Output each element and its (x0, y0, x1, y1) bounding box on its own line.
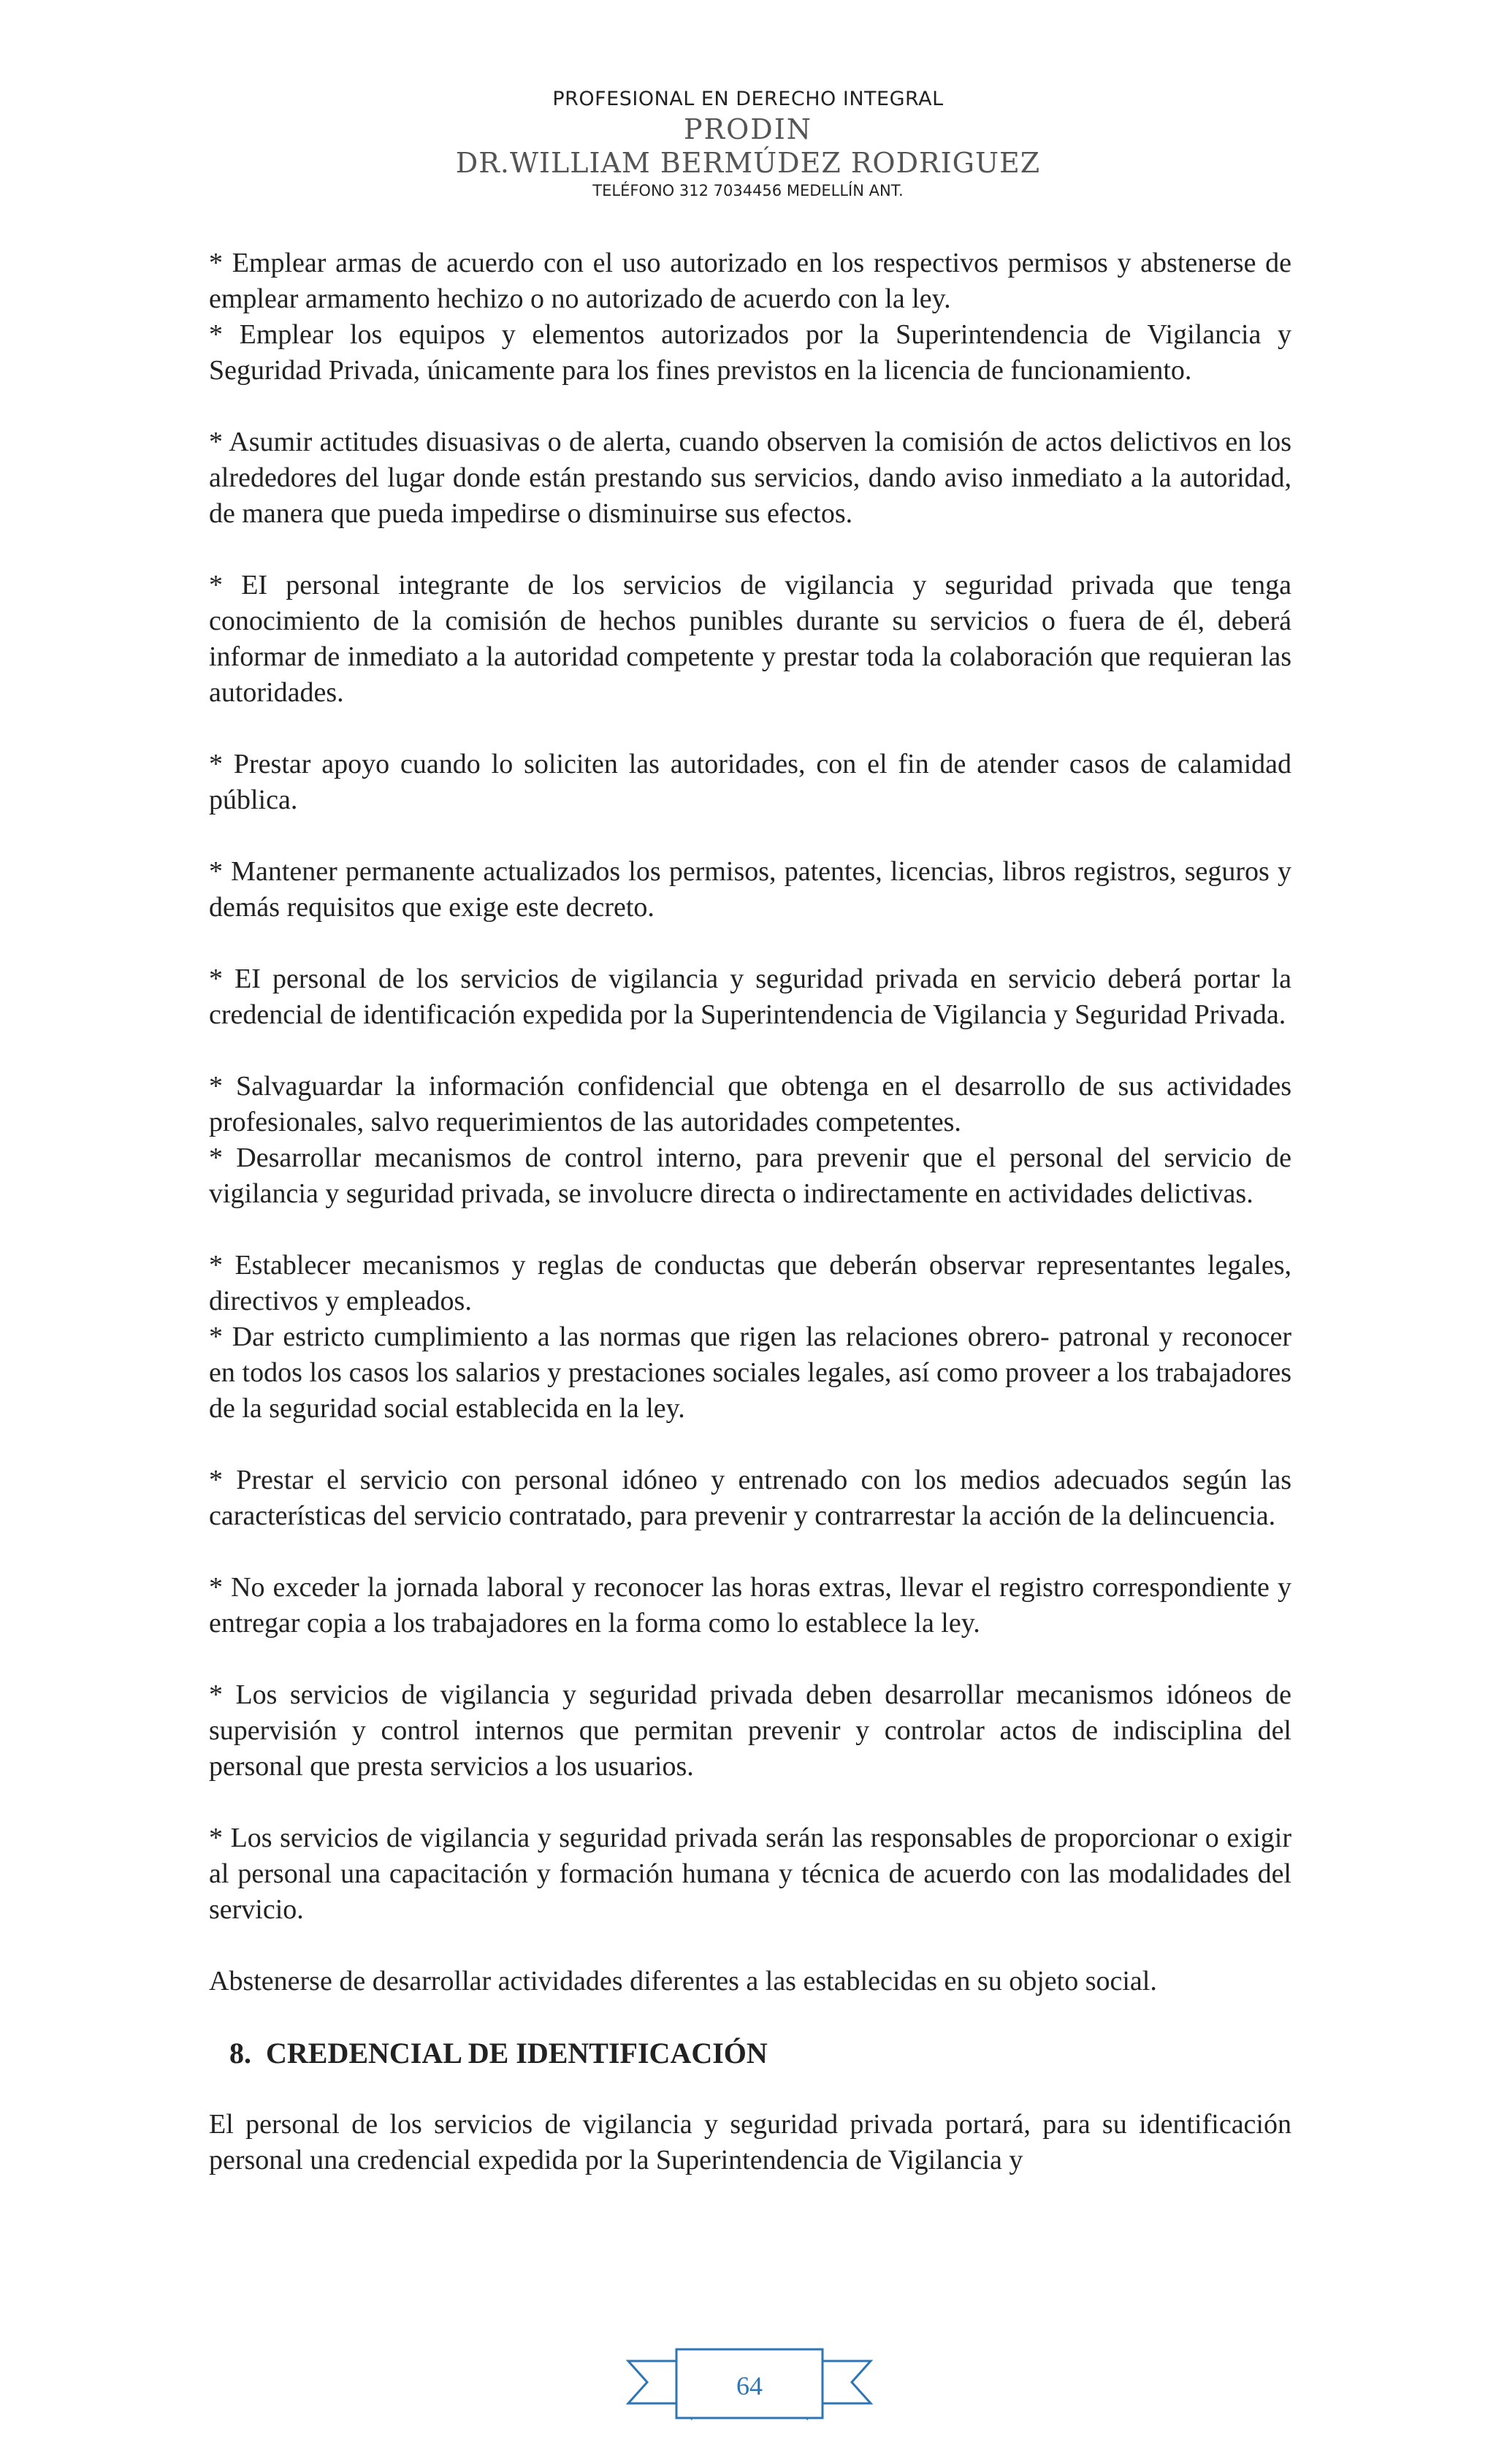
header-attorney-name: DR.WILLIAM BERMÚDEZ RODRIGUEZ (455, 147, 1041, 179)
header-contact: TELÉFONO 312 7034456 MEDELLÍN ANT. (592, 182, 904, 199)
page-body (209, 245, 1291, 2178)
paragraph: * Dar estricto cumplimiento a las normas que rigen las relaciones obrero- patronal y reconocer en todos los casos los salarios y prestaciones sociales legales, así como proveer a los trabajadores de la seguridad social establecida en la ley. (209, 1321, 1291, 1424)
section-heading (229, 2035, 1291, 2071)
paragraph: * EI personal integrante de los servicios de vigilancia y seguridad privada que tenga conocimiento de la comisión de hechos punibles durante su servicios o fuera de él, deberá informar de inmediato a la autoridad competente y prestar toda la colaboración que requieran las autoridades. (209, 570, 1291, 708)
paragraph: * Los servicios de vigilancia y seguridad privada serán las responsables de proporcionar o exigir al personal una capacitación y formación humana y técnica de acuerdo con las modalidades del servicio. (209, 1823, 1291, 1925)
page-number: 64 (736, 2371, 763, 2400)
paragraph: * Prestar apoyo cuando lo soliciten las autoridades, con el fin de atender casos de calamidad pública. (209, 749, 1291, 815)
header-firm-name: PROFESIONAL EN DERECHO INTEGRAL (552, 88, 944, 110)
paragraph: * EI personal de los servicios de vigilancia y seguridad privada en servicio deberá portar la credencial de identificación expedida por la Superintendencia de Vigilancia y Seguridad Privada. (209, 964, 1291, 1030)
section-paragraph: El personal de los servicios de vigilancia y seguridad privada portará, para su identificación personal una credencial expedida por la Superintendencia de Vigilancia y (209, 2109, 1291, 2175)
paragraph: * Salvaguardar la información confidencial que obtenga en el desarrollo de sus actividades profesionales, salvo requerimientos de las autoridades competentes. (209, 1071, 1291, 1137)
paragraph: * Establecer mecanismos y reglas de conductas que deberán observar representantes legales, directivos y empleados. (209, 1250, 1291, 1316)
paragraph: Abstenerse de desarrollar actividades diferentes a las establecidas en su objeto social. (209, 1966, 1157, 1996)
paragraph: * No exceder la jornada laboral y reconocer las horas extras, llevar el registro correspondiente y entregar copia a los trabajadores en la forma como lo establece la ley. (209, 1572, 1291, 1639)
paragraph: * Emplear armas de acuerdo con el uso autorizado en los respectivos permisos y abstenerse de emplear armamento hechizo o no autorizado de acuerdo con la ley. (209, 248, 1291, 314)
paragraph: * Desarrollar mecanismos de control interno, para prevenir que el personal del servicio de vigilancia y seguridad privada, se involucre directa o indirectamente en actividades delictivas. (209, 1143, 1291, 1209)
header-acronym: PRODIN (683, 113, 813, 145)
paragraph: * Los servicios de vigilancia y seguridad privada deben desarrollar mecanismos idóneos de supervisión y control internos que permitan prevenir y controlar actos de indisciplina del personal que presta servicios a los usuarios. (209, 1679, 1291, 1782)
section-number: 8. (229, 2037, 251, 2070)
page-header (0, 86, 1496, 202)
paragraph: * Asumir actitudes disuasivas o de alerta, cuando observen la comisión de actos delictivos en los alrededores del lugar donde están prestando sus servicios, dando aviso inmediato a la autoridad, de manera que pueda impedirse o disminuirse sus efectos. (209, 427, 1291, 529)
paragraph: * Emplear los equipos y elementos autorizados por la Superintendencia de Vigilancia y Seguridad Privada, únicamente para los fines previstos en la licencia de funcionamiento. (209, 319, 1291, 386)
section-title: CREDENCIAL DE IDENTIFICACIÓN (266, 2037, 768, 2070)
paragraph: * Mantener permanente actualizados los permisos, patentes, licencias, libros registros, seguros y demás requisitos que exige este decreto. (209, 856, 1291, 923)
paragraph: * Prestar el servicio con personal idóneo y entrenado con los medios adecuados según las características del servicio contratado, para prevenir y contrarrestar la acción de la delincuencia. (209, 1465, 1291, 1531)
